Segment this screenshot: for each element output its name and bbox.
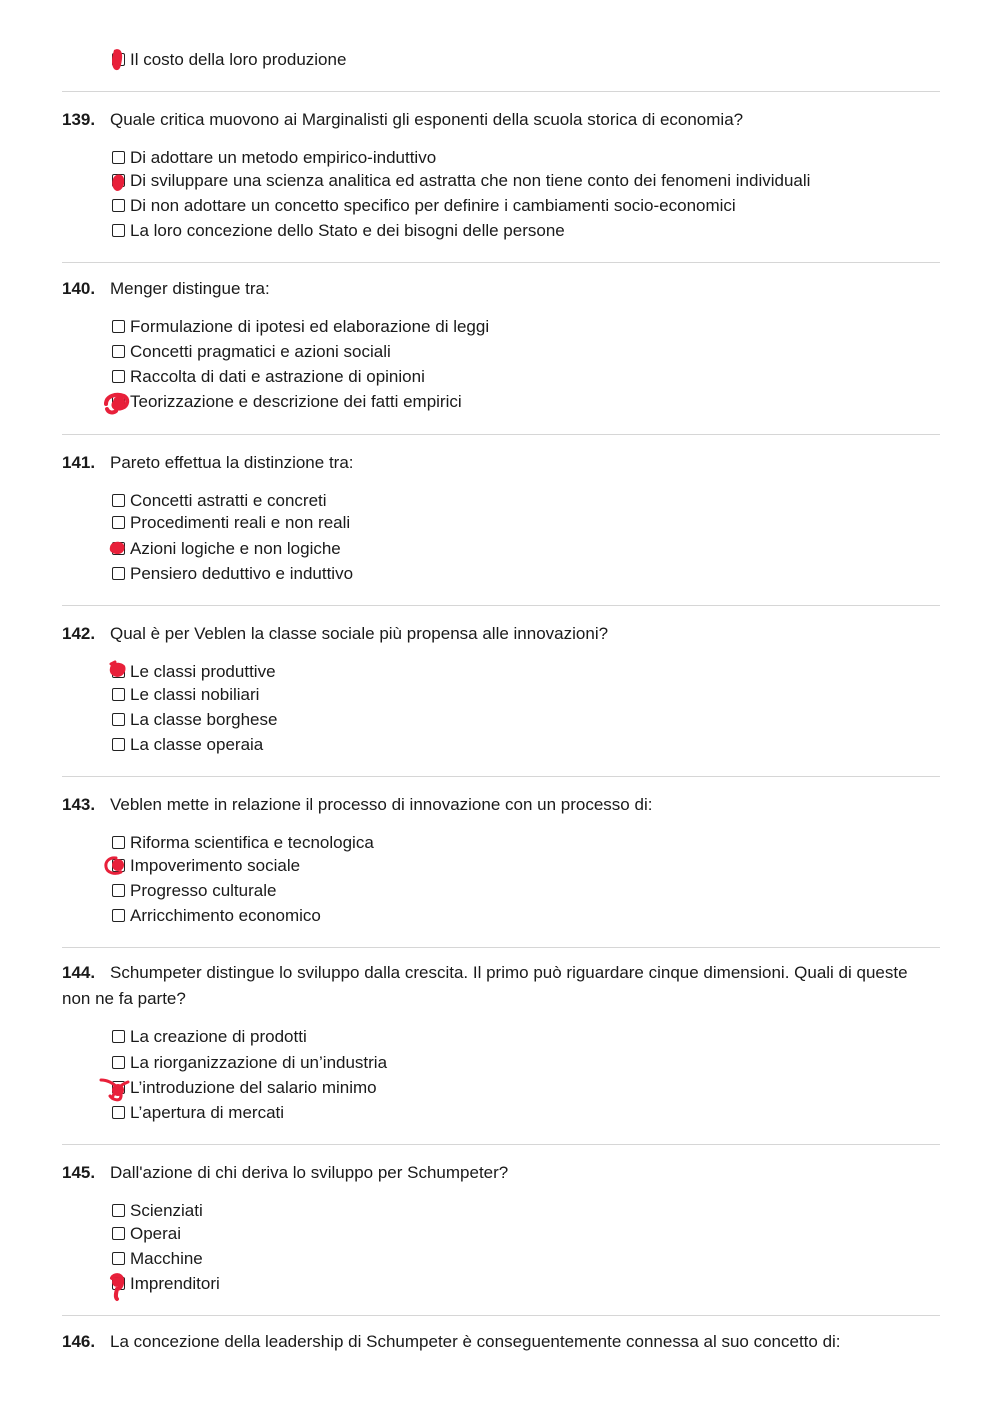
option-label: Formulazione di ipotesi ed elaborazione di leggi [130, 317, 490, 336]
option-label: La riorganizzazione di un’industria [130, 1053, 388, 1072]
option-140-1[interactable] [112, 316, 489, 338]
option-144-4[interactable] [112, 1102, 284, 1124]
option-label: Teorizzazione e descrizione dei fatti empirici [130, 392, 462, 411]
option-141-2[interactable] [112, 512, 350, 534]
option-141-4[interactable] [112, 563, 353, 585]
checkbox[interactable] [112, 909, 125, 922]
option-144-3[interactable] [112, 1077, 377, 1099]
checkbox[interactable] [112, 174, 125, 187]
checkbox[interactable] [112, 1030, 125, 1043]
option-label: Pensiero deduttivo e induttivo [130, 564, 354, 583]
checkbox[interactable] [112, 151, 125, 164]
checkbox[interactable] [112, 395, 125, 408]
question-number: 143. [62, 795, 96, 814]
option-label: La loro concezione dello Stato e dei bisogni delle persone [130, 221, 565, 240]
checkbox[interactable] [112, 1277, 125, 1290]
option-142-1[interactable] [112, 661, 276, 683]
checkbox[interactable] [112, 1106, 125, 1119]
divider [62, 1315, 940, 1316]
question-text: Menger distingue tra: [110, 279, 270, 298]
option-label: La classe borghese [130, 710, 278, 729]
checkbox[interactable] [112, 1081, 125, 1094]
question-number: 139. [62, 110, 96, 129]
option-label: Le classi nobiliari [130, 685, 260, 704]
question-146 [62, 1329, 940, 1355]
option-label: Di sviluppare una scienza analitica ed astratta che non tiene conto dei fenomeni individuali [130, 171, 811, 190]
option-label: Arricchimento economico [130, 906, 321, 925]
checkbox[interactable] [112, 224, 125, 237]
question-141 [62, 450, 940, 476]
option-label: Le classi produttive [130, 662, 276, 681]
divider [62, 1144, 940, 1145]
checkbox[interactable] [112, 199, 125, 212]
question-number: 141. [62, 453, 96, 472]
option-label: Di non adottare un concetto specifico per definire i cambiamenti socio-economici [130, 196, 736, 215]
question-number: 144. [62, 963, 96, 982]
checkbox[interactable] [112, 1204, 125, 1217]
option-139-1[interactable] [112, 147, 436, 169]
question-145 [62, 1160, 940, 1186]
checkbox[interactable] [112, 738, 125, 751]
checkbox[interactable] [112, 1227, 125, 1240]
divider [62, 605, 940, 606]
option-label: Operai [130, 1224, 182, 1243]
checkbox[interactable] [112, 859, 125, 872]
checkbox[interactable] [112, 713, 125, 726]
option-label: Riforma scientifica e tecnologica [130, 833, 374, 852]
option-140-4[interactable] [112, 391, 462, 413]
divider [62, 434, 940, 435]
option-label: Procedimenti reali e non reali [130, 513, 351, 532]
option-label: La creazione di prodotti [130, 1027, 307, 1046]
question-number: 145. [62, 1163, 96, 1182]
option-label: Azioni logiche e non logiche [130, 539, 341, 558]
question-text: La concezione della leadership di Schumpeter è conseguentemente connessa al suo concetto di: [110, 1332, 841, 1351]
checkbox[interactable] [112, 345, 125, 358]
option-label: Il costo della loro produzione [130, 50, 347, 69]
option-140-2[interactable] [112, 341, 391, 363]
question-number: 146. [62, 1332, 96, 1351]
checkbox[interactable] [112, 1056, 125, 1069]
question-142 [62, 621, 940, 647]
option-label: Concetti astratti e concreti [130, 491, 327, 510]
option-145-4[interactable] [112, 1273, 220, 1295]
option-139-4[interactable] [112, 220, 565, 242]
option-label: Progresso culturale [130, 881, 277, 900]
checkbox[interactable] [112, 567, 125, 580]
checkbox[interactable] [112, 688, 125, 701]
option-label: Imprenditori [130, 1274, 220, 1293]
option-carryover[interactable] [112, 49, 346, 71]
option-144-2[interactable] [112, 1052, 387, 1074]
option-label: La classe operaia [130, 735, 264, 754]
checkbox[interactable] [112, 884, 125, 897]
option-label: Di adottare un metodo empirico-induttivo [130, 148, 437, 167]
option-145-3[interactable] [112, 1248, 203, 1270]
divider [62, 262, 940, 263]
option-145-2[interactable] [112, 1223, 181, 1245]
option-label: L’introduzione del salario minimo [130, 1078, 377, 1097]
option-143-4[interactable] [112, 905, 321, 927]
option-140-3[interactable] [112, 366, 425, 388]
question-text: Dall'azione di chi deriva lo sviluppo per Schumpeter? [110, 1163, 509, 1182]
divider [62, 947, 940, 948]
checkbox[interactable] [112, 53, 125, 66]
option-139-3[interactable] [112, 195, 736, 217]
option-145-1[interactable] [112, 1200, 203, 1222]
option-143-3[interactable] [112, 880, 276, 902]
option-142-3[interactable] [112, 709, 277, 731]
option-label: Scienziati [130, 1201, 203, 1220]
checkbox[interactable] [112, 320, 125, 333]
question-number: 142. [62, 624, 96, 643]
question-text: Pareto effettua la distinzione tra: [110, 453, 354, 472]
question-text: Schumpeter distingue lo sviluppo dalla crescita. Il primo può riguardare cinque dimensioni. Quali di queste non ne fa parte? [62, 963, 908, 1008]
question-text: Veblen mette in relazione il processo di innovazione con un processo di: [110, 795, 653, 814]
question-144 [62, 960, 940, 1012]
option-label: Raccolta di dati e astrazione di opinioni [130, 367, 425, 386]
question-143 [62, 792, 940, 818]
option-label: Concetti pragmatici e azioni sociali [130, 342, 391, 361]
option-143-1[interactable] [112, 832, 374, 854]
divider [62, 91, 940, 92]
question-number: 140. [62, 279, 96, 298]
checkbox[interactable] [112, 494, 125, 507]
option-142-4[interactable] [112, 734, 263, 756]
checkbox[interactable] [112, 1252, 125, 1265]
checkbox[interactable] [112, 542, 125, 555]
option-139-2[interactable] [112, 170, 810, 192]
option-143-2[interactable] [112, 855, 300, 877]
question-140 [62, 276, 940, 302]
option-142-2[interactable] [112, 684, 259, 706]
checkbox[interactable] [112, 516, 125, 529]
question-139 [62, 107, 940, 133]
question-text: Qual è per Veblen la classe sociale più propensa alle innovazioni? [110, 624, 609, 643]
option-144-1[interactable] [112, 1026, 307, 1048]
option-label: Macchine [130, 1249, 203, 1268]
checkbox[interactable] [112, 665, 125, 678]
option-label: Impoverimento sociale [130, 856, 301, 875]
option-141-3[interactable] [112, 538, 341, 560]
option-label: L’apertura di mercati [130, 1103, 285, 1122]
option-141-1[interactable] [112, 490, 327, 512]
checkbox[interactable] [112, 370, 125, 383]
checkbox[interactable] [112, 836, 125, 849]
divider [62, 776, 940, 777]
question-text: Quale critica muovono ai Marginalisti gli esponenti della scuola storica di economia? [110, 110, 744, 129]
